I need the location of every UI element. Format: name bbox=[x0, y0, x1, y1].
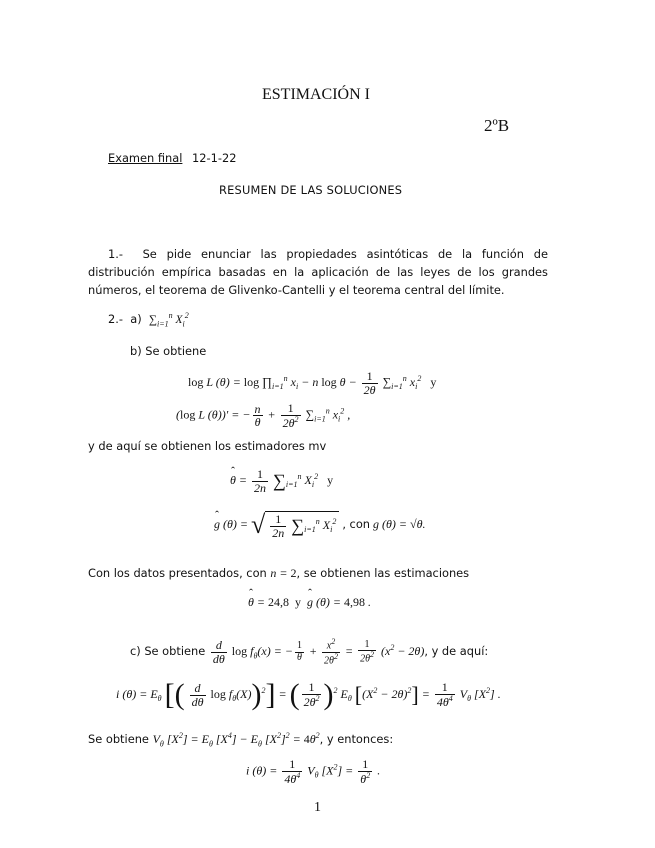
variance-label: Se obtiene bbox=[88, 732, 149, 746]
estimates-eq: ˆ θ = 24,8 y ˆ g (θ) = 4,98 . bbox=[248, 595, 371, 610]
q2-number: 2.- bbox=[108, 311, 123, 326]
exam-date: 12-1-22 bbox=[192, 151, 237, 165]
data-text: Con los datos presentados, con n = 2, se obtienen las estimaciones bbox=[88, 566, 470, 580]
question-1 bbox=[88, 245, 548, 299]
page-title: ESTIMACIÓN I bbox=[262, 86, 370, 103]
variance-tail: , y entonces: bbox=[319, 732, 394, 746]
log-likelihood-eq: log L $(\theta) = \log \prod_{i=1}^n$ $x_i - n$ log θ − $\frac{1}{2\theta}$ $\sum_{i=1}^n$ $x_i^2$ y bbox=[188, 369, 437, 397]
exam-label: Examen final bbox=[108, 151, 183, 165]
q2-part-c: c) Se obtiene $\frac{d}{d\theta}$ $\log f_\theta(x)$ = − $\frac{1}{\theta}$ + $\frac{x^2}{2\theta^2}$ = $\frac{1}{2\theta^2}$ $(x^2 - 2\theta)$, y de aquí: bbox=[130, 637, 489, 667]
data-text-1: Con los datos presentados, con bbox=[88, 566, 267, 580]
data-text-2: , se obtienen las estimaciones bbox=[296, 566, 470, 580]
fisher-result-eq: i (θ) = $\frac{1}{4\theta^4}$ $V_\theta$ $[X^2]$ = $\frac{1}{\theta^2}$ . bbox=[246, 757, 381, 786]
q2-part-a bbox=[108, 311, 189, 328]
g-hat-value: 4,98 bbox=[344, 595, 365, 609]
course-label: 2ºB bbox=[484, 116, 510, 135]
fisher-information-eq: i $(\theta) = E_\theta$ [( $\frac{d}{d\theta}$ $\log f_\theta(X))^2$] = ( $\frac{1}{2\theta^2}$ )$^2$ $E_\theta$ $[(X^2 - 2\theta)^2]$ = $\frac{1}{4\theta^4}$ $V_\theta$ $[X^2]$ . bbox=[116, 678, 501, 711]
q2-c-tail: , y de aquí: bbox=[424, 644, 489, 659]
page-number: 1 bbox=[314, 800, 321, 815]
theta-hat-value: 24,8 bbox=[268, 595, 290, 609]
q2-c-label: c) Se obtiene bbox=[130, 644, 206, 659]
q2-a-label: a) bbox=[130, 311, 142, 326]
summary-subtitle: RESUMEN DE LAS SOLUCIONES bbox=[219, 183, 403, 197]
sum-x-squared: $\sum_{i=1}^n$ $X_i^2$ bbox=[148, 311, 189, 329]
variance-text: Se obtiene $V_\theta$ $[X^2] = E_\theta$ $[X^4] - E_\theta$ $[X^2]^2 = 4\theta^2$, y entonces: bbox=[88, 731, 394, 749]
theta-hat-eq: ˆ θ = $\frac{1}{2n}$ $\sum_{i=1}^n$ $X_i^2$ y bbox=[230, 468, 333, 494]
q2-part-b: b) Se obtiene bbox=[130, 344, 207, 358]
q1-text: Se pide enunciar las propiedades asintóticas de la función de distribución empírica basadas en la aplicación de las leyes de los grandes números, el teorema de Glivenko-Cantelli y el teorema central del límite. bbox=[88, 247, 548, 297]
log-likelihood-derivative: (log L (θ))′ = − $\frac{n}{\theta}$ + $\frac{1}{2\theta^2}$ $\sum_{i=1}^n$ $x_i^2$ , bbox=[176, 401, 351, 430]
g-text: , con bbox=[342, 516, 371, 531]
q1-number: 1.- bbox=[108, 247, 123, 261]
estimators-text: y de aquí se obtienen los estimadores mv bbox=[88, 439, 327, 453]
conj-y: y bbox=[430, 374, 437, 389]
g-hat-eq: ˆ g (θ) = √ $\frac{1}{2n}$ $\sum_{i=1}^n$ $X_i^2$ , con g (θ) = √θ. bbox=[214, 510, 425, 540]
